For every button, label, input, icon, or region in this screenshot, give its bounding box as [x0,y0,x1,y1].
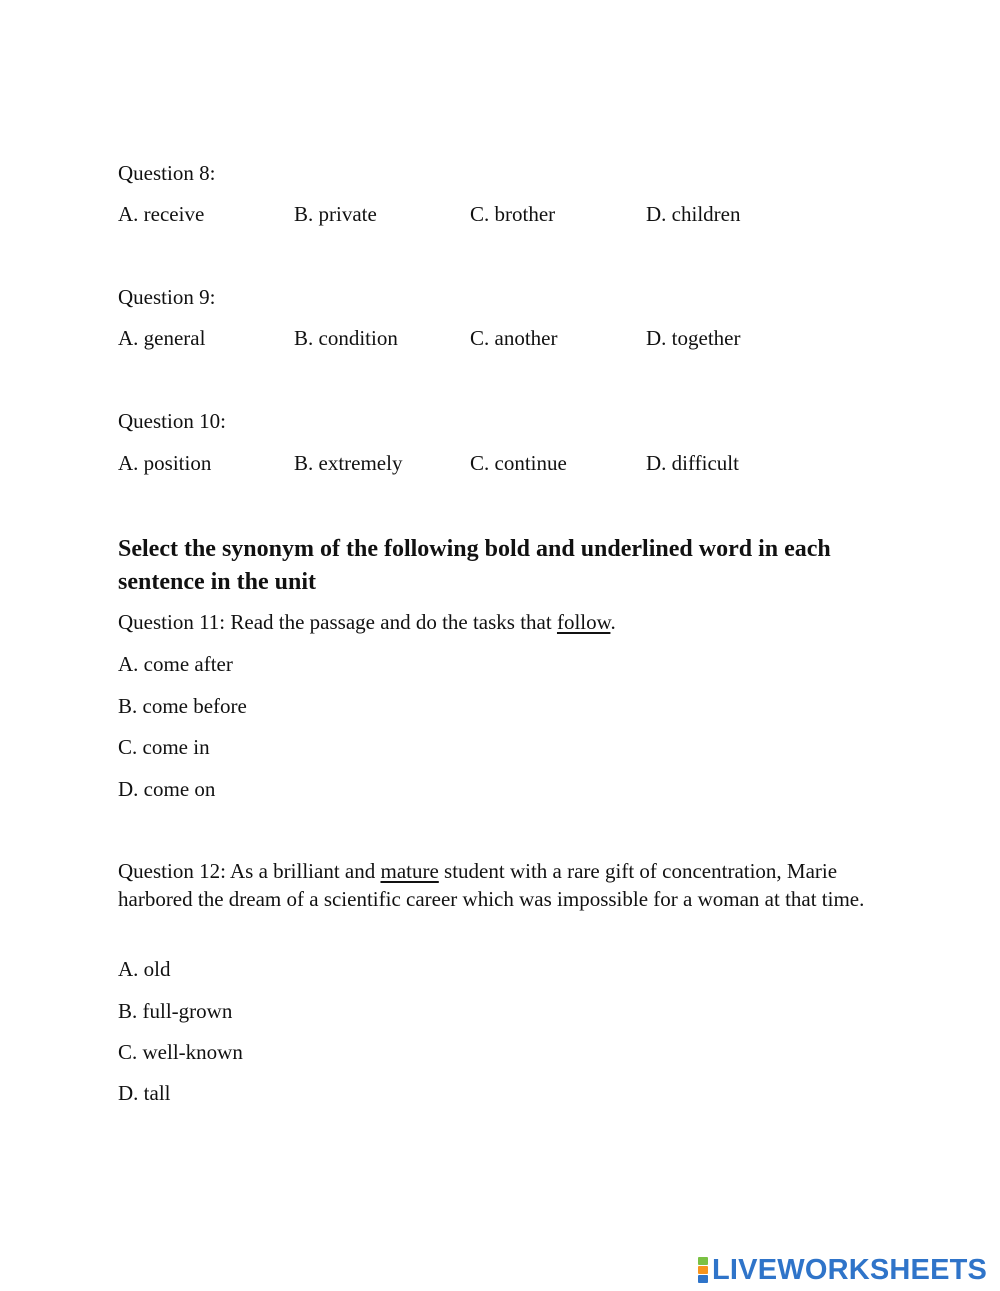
question-10-option-c[interactable]: C. continue [470,451,567,475]
question-11-suffix: . [610,610,616,634]
question-11-choice-c[interactable]: C. come in [118,735,210,759]
question-9-label: Question 9: [118,285,216,309]
question-12-prefix: Question 12: As a brilliant and [118,859,381,883]
question-9-options [118,326,878,350]
question-12-choice-a[interactable]: A. old [118,957,171,981]
question-12-choice-c[interactable]: C. well-known [118,1040,243,1064]
liveworksheets-logo-icon [698,1257,708,1283]
question-8-option-c[interactable]: C. brother [470,202,556,226]
logo-block-orange [698,1266,708,1274]
question-11-choice-a[interactable]: A. come after [118,652,233,676]
question-10-option-b[interactable]: B. extremely [294,451,403,475]
question-11-choice-b[interactable]: B. come before [118,694,247,718]
question-8-option-d[interactable]: D. children [646,202,741,226]
question-11-underlined-word: follow [556,610,611,634]
question-11-stem [118,608,888,636]
question-9-option-c[interactable]: C. another [470,326,558,350]
question-12-choice-d[interactable]: D. tall [118,1081,171,1105]
question-11-choice-d[interactable]: D. come on [118,777,216,801]
question-8-option-b[interactable]: B. private [294,202,377,226]
logo-block-blue [698,1275,708,1283]
question-10-options [118,451,878,475]
question-10-option-a[interactable]: A. position [118,451,212,475]
brand-text: LIVEWORKSHEETS [712,1254,988,1286]
question-8-options [118,202,878,226]
question-12-choice-b[interactable]: B. full-grown [118,999,233,1023]
question-9-option-d[interactable]: D. together [646,326,741,350]
logo-block-green [698,1257,708,1265]
question-12-underlined-word: mature [380,859,439,883]
question-8-label: Question 8: [118,161,216,185]
question-8-option-a[interactable]: A. receive [118,202,205,226]
question-10-label: Question 10: [118,409,226,433]
question-9-option-a[interactable]: A. general [118,326,206,350]
section-heading: Select the synonym of the following bold and underlined word in each sentence in the unit [118,536,831,595]
liveworksheets-brand[interactable] [698,1255,987,1285]
question-10-option-d[interactable]: D. difficult [646,451,739,475]
question-12-stem [118,857,888,913]
question-11-prefix: Question 11: Read the passage and do the tasks that [118,610,557,634]
question-12-suffix: student with a rare gift of concentration, Marie harbored the dream of a scientific career which was impossible for a woman at that time. [118,859,865,911]
question-9-option-b[interactable]: B. condition [294,326,398,350]
